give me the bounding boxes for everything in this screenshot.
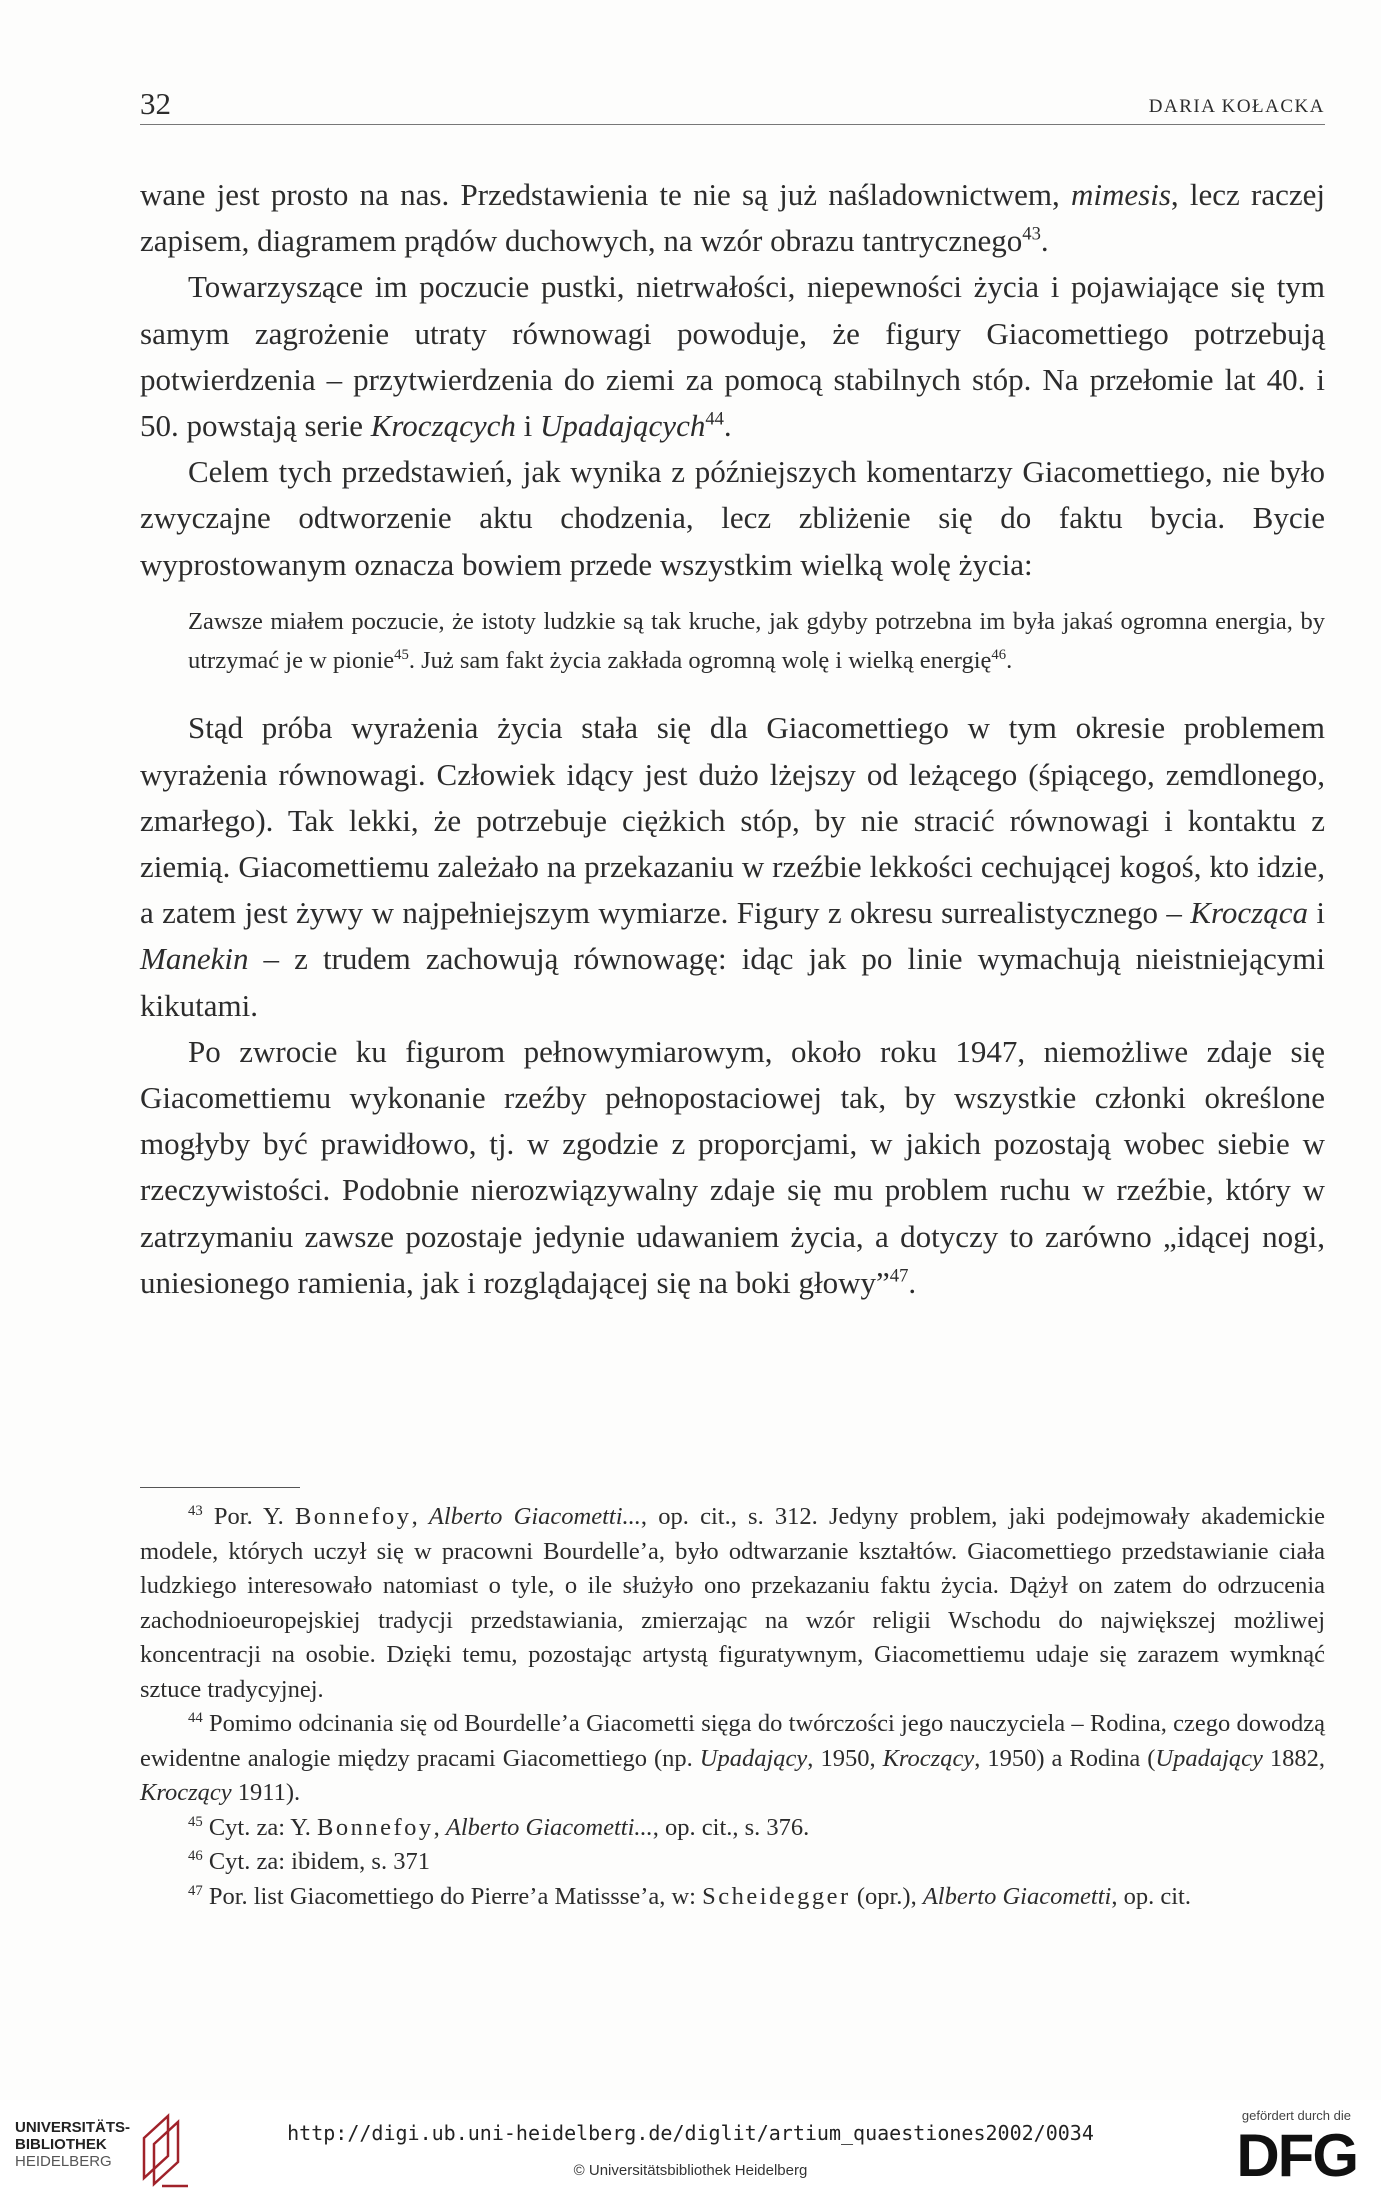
footnote-ref-47: 47 — [889, 1265, 909, 1287]
page-header — [140, 84, 1325, 125]
footnote-ref-43: 43 — [1022, 223, 1041, 245]
running-head: DARIA KOŁACKA — [1148, 96, 1325, 117]
footnote-44: $^{44}$ Pomimo odcinania się od Bourdelle’a Giacometti sięga do twórczości jego nauczyciela – Rodina, czego dowodzą ewidentne analogie między pracami Giacomettiego (np. Upadający, 1950, Kroczący, 1950) a Rodina (Upadający 1882, Kroczący 1911). — [140, 1709, 1326, 1806]
footnote-ref-44: 44 — [705, 408, 724, 430]
dfg-caption: gefördert durch die — [1241, 2108, 1351, 2123]
footnote-ref-46: 46 — [991, 646, 1007, 663]
footer-bar — [0, 2100, 1381, 2196]
copyright-notice: © Universitätsbibliothek Heidelberg — [573, 2162, 808, 2179]
dfg-logo: DFG — [1236, 2122, 1357, 2189]
footnote-ref-45: 45 — [394, 646, 409, 663]
paragraph-3: Celem tych przedstawień, jak wynika z późniejszych komentarzy Giacomettiego, nie było zwyczajne odtworzenie aktu chodzenia, lecz zbliżenie się do faktu bycia. Bycie wyprostowanym oznacza bowiem przede wszystkim wielką wolę życia: — [140, 454, 1325, 582]
footnote-45: $^{45}$ Cyt. za: Y. Bonnefoy, Alberto Giacometti..., op. cit., s. 376. — [188, 1813, 810, 1841]
footnote-47: $^{47}$ Por. list Giacomettiego do Pierre’a Matissse’a, w: Scheidegger (opr.), Alberto Giacometti, op. cit. — [188, 1882, 1191, 1910]
paragraph-1: wane jest prosto na nas. Przedstawienia te nie są już naśladownictwem, mimesis, lecz raczej zapisem, diagramem prądów duchowych, na wzór obrazu tantrycznego$^{43}$. — [140, 177, 1326, 259]
page-number: 32 — [140, 86, 171, 121]
footnote-43: $^{43}$ Por. Y. Bonnefoy, Alberto Giacometti..., op. cit., s. 312. Jedyny problem, jaki podejmowały akademickie modele, których uczył się w pracowni Bourdelle’a, było odtwarzanie kształtów. Giacomettiego przedstawianie ciała ludzkiego interesowało natomiast o tyle, o ile służyło ono przekazaniu faktu życia. Dążył on zatem do odrzucenia zachodnioeuropejskiej tradycji przedstawiania, zmierzając na wzór religii Wschodu do największej możliwej koncentracji na osobie. Dzięki temu, pozostając artystą figuratywnym, Giacomettiemu udaje się zarazem wymknąć sztuce tradycyjnej. — [140, 1502, 1325, 1703]
footnotes — [140, 1500, 1325, 1914]
block-quote: Zawsze miałem poczucie, że istoty ludzkie są tak kruche, jak gdyby potrzebna im była jakaś ogromna energia, by utrzymać je w pionie$^{45}$. Już sam fakt życia zakłada ogromną wolę i wielką energię$^{46}$. — [188, 607, 1325, 674]
paragraph-4: Stąd próba wyrażenia życia stała się dla Giacomettiego w tym okresie problemem wyrażenia równowagi. Człowiek idący jest dużo lżejszy od leżącego (śpiącego, zemdlonego, zmarłego). Tak lekki, że potrzebuje ciężkich stóp, by nie stracić równowagi i kontaktu z ziemią. Giacomettiemu zależało na przekazaniu w rzeźbie lekkości cechującej kogoś, kto idzie, a zatem jest żywy w najpełniejszym wymiarze. Figury z okresu surrealistycznego – Krocząca i Manekin – z trudem zachowują równowagę: idąc jak po linie wymachują nieistniejącymi kikutami. — [140, 710, 1325, 1023]
body-text — [140, 172, 1325, 1306]
paragraph-5: Po zwrocie ku figurom pełnowymiarowym, około roku 1947, niemożliwe zdaje się Giacomettiemu wykonanie rzeźby pełnopostaciowej tak, by wszystkie członki określone mogłyby być prawidłowo, tj. w zgodzie z proporcjami, w jakich pozostają wobec siebie w rzeczywistości. Podobnie nierozwiązywalny zdaje się mu problem ruchu w rzeźbie, który w zatrzymaniu zawsze pozostaje jedynie udawaniem życia, a dotyczy to zarówno „idącej nogi, uniesionego ramienia, jak i rozglądającej się na boki głowy”$^{47}$. — [140, 1033, 1325, 1300]
permalink-url[interactable]: http://digi.ub.uni-heidelberg.de/diglit/artium_quaestiones2002/0034 — [287, 2121, 1094, 2145]
library-logo: UNIVERSITÄTS- BIBLIOTHEK HEIDELBERG — [15, 2119, 131, 2170]
footnote-separator — [140, 1487, 300, 1488]
footnote-46: $^{46}$ Cyt. za: ibidem, s. 371 — [188, 1847, 430, 1875]
paragraph-2: Towarzyszące im poczucie pustki, nietrwałości, niepewności życia i pojawiające się tym samym zagrożenie utraty równowagi powoduje, że figury Giacomettiego potrzebują potwierdzenia – przytwierdzenia do ziemi za pomocą stabilnych stóp. Na przełomie lat 40. i 50. powstają serie Kroczących i Upadających$^{44}$. — [140, 269, 1325, 444]
